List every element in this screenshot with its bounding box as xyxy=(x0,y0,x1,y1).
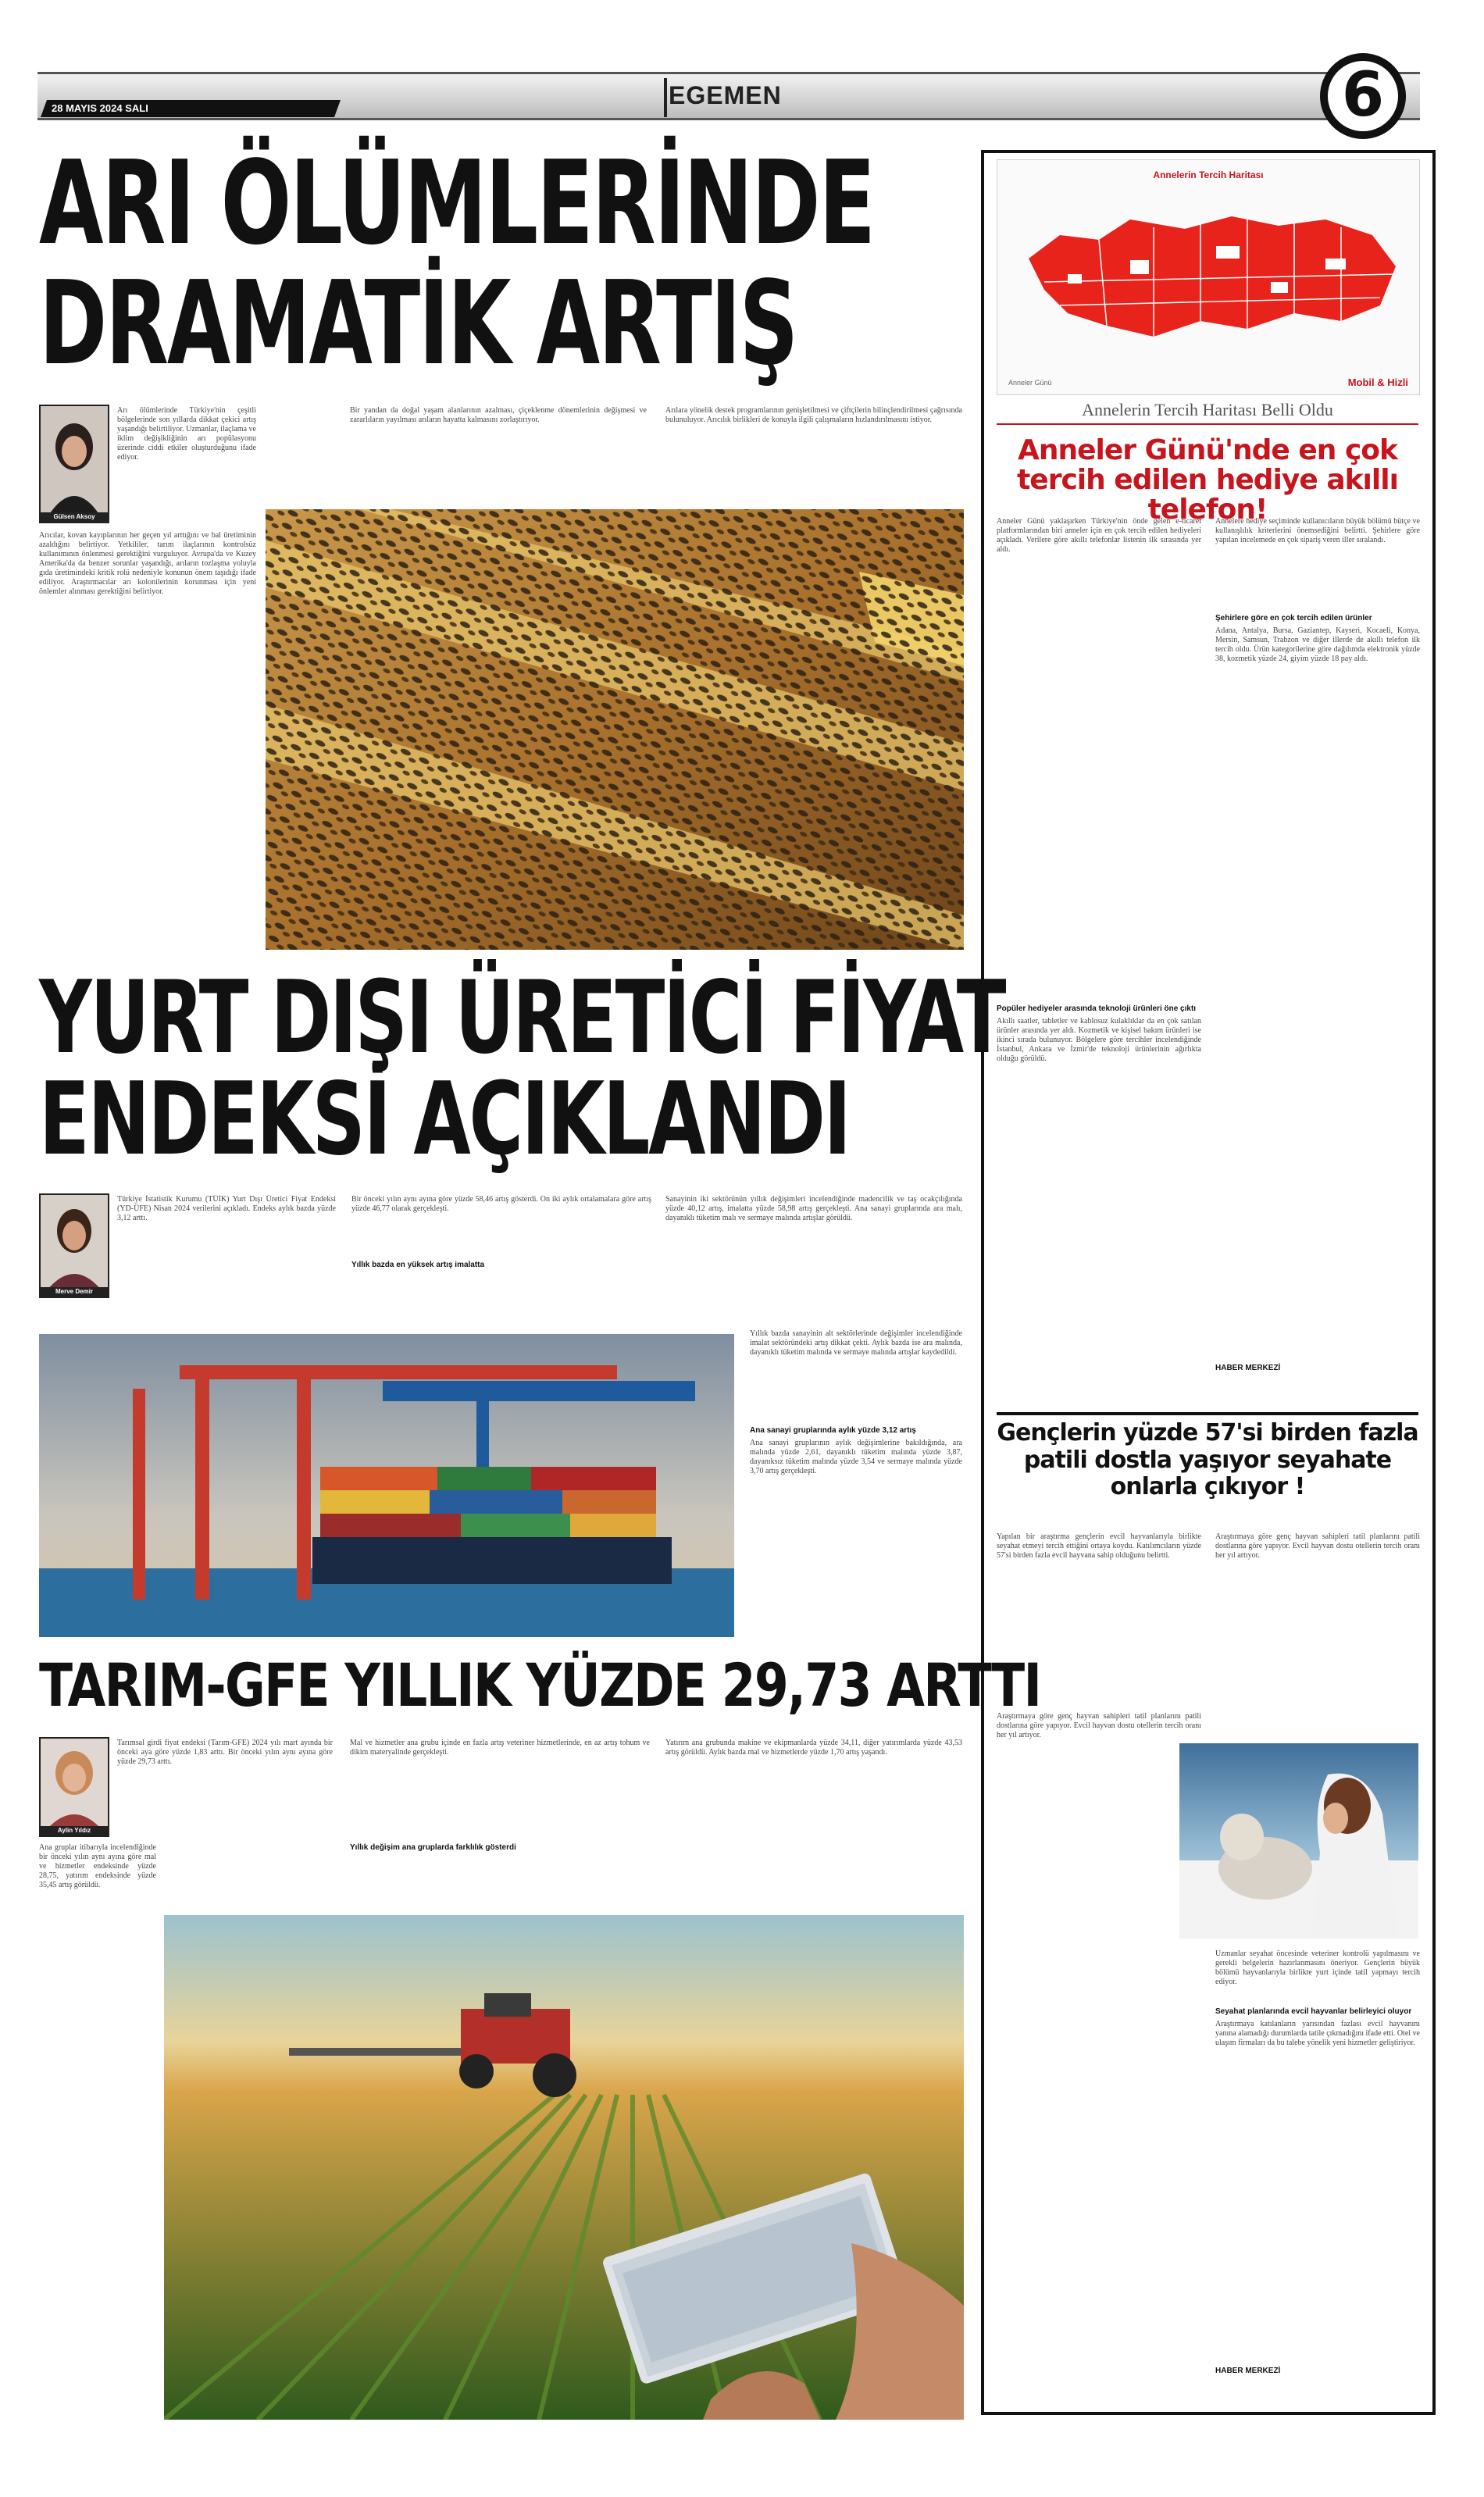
price-column-1: Türkiye İstatistik Kurumu (TÜİK) Yurt Dışı Üretici Fiyat Endeksi (YD-ÜFE) Nisan 2024 verilerini açıkladı. Endeks aylık bazda yüzde 3,12 arttı. xyxy=(117,1195,336,1222)
agri-column-1b: Ana gruplar itibarıyla incelendiğinde bir önceki yılın aynı ayına göre mal ve hizmetler endeksinde yüzde 28,75, yatırım endeksinde yüzde 35,45 artış görüldü. xyxy=(39,1843,156,1889)
price-column-3b-wrap xyxy=(750,1329,962,1642)
bees-honeycomb-photo xyxy=(266,509,964,950)
sidebar-author-sign-2: HABER MERKEZİ xyxy=(1215,2367,1281,2375)
date-text: 28 MAYIS 2024 SALI xyxy=(52,102,148,114)
agri-headline: TARIM-GFE YILLIK YÜZDE 29,73 ARTTI xyxy=(39,1650,1041,1720)
bees-headline-line2: DRAMATİK ARTIŞ xyxy=(39,256,797,391)
sidebar-subhead-3: Seyahat planlarında evcil hayvanlar belirleyici oluyor xyxy=(1215,2007,1412,2016)
sidebar-column-3-wrap xyxy=(997,1532,1201,2399)
sidebar-column-1b: Akıllı saatler, tabletler ve kablosuz kulaklıklar da en çok satılan ürünler arasında yer aldı. Kozmetik ve kişisel bakım ürünleri ise ikinci sırada bulunuyor. Bölgelere göre tercihler incelendiğinde İstanbul, Ankara ve İzmir'de teknoloji ürünlerinin ağırlıkta olduğu görüldü. xyxy=(997,1017,1201,1063)
sidebar-column-2b: Adana, Antalya, Bursa, Gaziantep, Kayseri, Kocaeli, Konya, Mersin, Samsun, Trabzon ve diğer illerde de akıllı telefon ilk tercih oldu. Ürün kategorilerine göre dağılımda elektronik yüzde 38, kozmetik yüzde 24, giyim yüzde 18 pay aldı. xyxy=(1215,626,1420,663)
bees-column-2: Bir yandan da doğal yaşam alanlarının azalması, çiçeklenme dönemlerinin değişmesi ve zararlıların yayılması arıların hayatta kalmasını zorlaştırıyor. xyxy=(350,406,647,424)
sidebar-column-3b: Araştırmaya göre genç hayvan sahipleri tatil planlarını patili dostlarına göre yapıyor. Evcil hayvan dostu otellerin tercih oranı her yıl artıyor. xyxy=(997,1712,1201,1739)
price-column-3c: Ana sanayi gruplarının aylık değişimlerine bakıldığında, ara malında yüzde 2,61, dayanıklı tüketim malında yüzde 3,87, dayanıksız tüketim malında yüzde 3,54 ve sermaye malında yüzde 3,70 artış gerçekleşti. xyxy=(750,1439,962,1475)
sidebar-column-4-wrap xyxy=(1215,1949,1420,2402)
price-subhead: Yıllık bazda en yüksek artış imalatta xyxy=(351,1261,485,1269)
map-logo: Mobil & Hizli xyxy=(1347,376,1408,388)
price-column-3b: Yıllık bazda sanayinin alt sektörlerinde değişimler incelendiğinde imalat sektöründeki artış dikkat çekti. Aylık bazda ise ara malında, dayanıklı tüketim malında ve sermaye malında artışlar kaydedildi. xyxy=(750,1329,962,1357)
agri-author-photo xyxy=(39,1737,109,1837)
price-author-name: Merve Demir xyxy=(41,1287,108,1297)
sidebar-column-2-wrap xyxy=(1215,517,1420,1407)
map-caption: Anneler Günü xyxy=(1008,379,1052,387)
page-number-badge: 6 xyxy=(1320,53,1406,139)
map-title: Annelerin Tercih Haritası xyxy=(1153,169,1264,180)
bees-column-3: Arılara yönelik destek programlarının genişletilmesi ve çiftçilerin bilinçlendirilmesi çağrısında bulunuluyor. Arıcılık birlikleri de konuyla ilgili çalışmaların hızlandırılmasını istiyor. xyxy=(665,406,962,424)
sidebar-divider xyxy=(997,1412,1418,1415)
bees-column-1: Arı ölümlerinde Türkiye'nin çeşitli bölgelerinde son yıllarda dikkat çekici artış yaşandığı belirtiliyor. Uzmanlar, ilaçlama ve iklim değişikliğinin arı popülasyonu üzerinde ciddi etkiler oluşturduğunu ifade ediyor. xyxy=(117,406,256,462)
price-subhead-2: Ana sanayi gruplarında aylık yüzde 3,12 artış xyxy=(750,1426,916,1435)
agri-column-3: Yatırım ana grubunda makine ve ekipmanlarda yüzde 34,11, diğer yatırımlarda yüzde 43,53 artış görüldü. Aylık bazda mal ve hizmetlerde yüzde 1,70 artış yaşandı. xyxy=(665,1739,962,1757)
sidebar-column-3: Yapılan bir araştırma gençlerin evcil hayvanlarıyla birlikte seyahat etmeyi tercih ettiğini ortaya koydu. Katılımcıların yüzde 57'si birden fazla evcil hayvana sahip olduğunu belirtti. xyxy=(997,1532,1201,1560)
newspaper-name: EGEMEN xyxy=(669,81,782,109)
sidebar-column-4: Uzmanlar seyahat öncesinde veteriner kontrolü yapılmasını ve gerekli belgelerin hazırlanmasını öneriyor. Gençlerin büyük bölümü hayvanlarıyla birlikte yurt içinde tatil yapmayı tercih ediyor. xyxy=(1215,1949,1420,1986)
price-column-2-wrap xyxy=(351,1195,651,1320)
author-portrait-icon xyxy=(41,1195,108,1290)
agri-author-name: Aylin Yıldız xyxy=(41,1826,108,1835)
header-divider xyxy=(664,78,667,117)
port-cranes-photo xyxy=(39,1334,734,1637)
price-column-3: Sanayinin iki sektörünün yıllık değişimleri incelendiğinde madencilik ve taş ocakçılığında yüzde 40,12 artış, imalatta yüzde 58,98 artış gerçekleşti. Ana sanayi gruplarında ara malı, dayanıklı tüketim malı ve sermaye malında artışlar görüldü. xyxy=(665,1195,962,1222)
sidebar-kicker: Annelerin Tercih Haritası Belli Oldu xyxy=(997,400,1418,425)
price-column-2: Bir önceki yılın aynı ayına göre yüzde 58,46 artış gösterdi. On iki aylık ortalamalara göre artış yüzde 46,77 olarak gerçekleşti. xyxy=(351,1195,651,1213)
bees-author-photo xyxy=(39,405,109,523)
agri-column-2: Mal ve hizmetler ana grubu içinde en fazla artış veteriner hizmetlerinde, en az artış tohum ve dikim materyalinde gerçekleşti. xyxy=(350,1739,650,1757)
price-author-photo xyxy=(39,1193,109,1298)
agri-column-1: Tarımsal girdi fiyat endeksi (Tarım-GFE) 2024 yılı mart ayında bir önceki aya göre yüzde 1,83 arttı. Bir önceki yılın aynı ayına göre yüzde 29,73 arttı. xyxy=(117,1739,333,1766)
sidebar-headline: Anneler Günü'nde en çok tercih edilen hediye akıllı telefon! xyxy=(1017,434,1398,526)
agri-subhead: Yıllık değişim ana gruplarda farklılık gösterdi xyxy=(350,1843,516,1852)
date-strip xyxy=(41,100,341,117)
sidebar-subhead-2: Şehirlere göre en çok tercih edilen ürünler xyxy=(1215,614,1372,622)
sidebar-column-3c: Araştırmaya göre genç hayvan sahipleri tatil planlarını patili dostlarına göre yapıyor. Evcil hayvan dostu otellerin tercih oranı her yıl artıyor. xyxy=(1215,1532,1420,1560)
sidebar-subhead-1: Popüler hediyeler arasında teknoloji ürünleri öne çıktı xyxy=(997,1004,1197,1013)
sidebar-column-2: Annelere hediye seçiminde kullanıcıların büyük bölümü bütçe ve kullanışlılık kriterlerini önemsediğini belirtti. Şehirlere göre yapılan incelemede en çok sipariş veren iller sıralandı. xyxy=(1215,517,1420,544)
tractor-field-money-photo xyxy=(164,1915,964,2420)
bees-column-1b: Arıcılar, kovan kayıplarının her geçen yıl arttığını ve bal üretiminin azaldığını belirtiyor. Yetkililer, tarım ilaçlarının kontrolsüz kullanımının önlenmesi gerektiğini vurguluyor. Avrupa'da ve Kuzey Amerika'da da benzer sorunlar yaşandığı, arıların tozlaşma yoluyla gıda üretimindeki kritik rolü nedeniyle konunun önem taşıdığı ifade ediliyor. Araştırmacılar arı kolonilerinin korunması için yeni önlemler alınması gerektiğini belirtiyor. xyxy=(39,531,256,596)
agri-column-2-wrap xyxy=(350,1739,650,1895)
bees-author-name: Gülsen Aksoy xyxy=(41,512,108,522)
author-portrait-icon xyxy=(41,1739,108,1829)
author-portrait-icon xyxy=(41,406,108,515)
woman-with-dog-photo xyxy=(1179,1743,1418,1939)
price-headline-line1: YURT DIŞI ÜRETİCİ FİYAT xyxy=(39,960,1005,1076)
sidebar-column-4b: Araştırmaya katılanların yarısından fazlası evcil hayvanını yanına alamadığı durumlarda tatile çıkmadığını ifade etti. Otel ve ulaşım firmaları da bu talebe yönelik yeni hizmetler geliştiriyor. xyxy=(1215,2020,1420,2047)
price-headline-line2: ENDEKSİ AÇIKLANDI xyxy=(39,1061,850,1178)
bees-headline-line1: ARI ÖLÜMLERİNDE xyxy=(39,136,874,270)
turkey-map-icon xyxy=(1013,188,1404,360)
sidebar-column-1: Anneler Günü yaklaşırken Türkiye'nin önde gelen e-ticaret platformlarından biri anneler için en çok tercih edilen hediyeleri açıkladı. Verilere göre akıllı telefonlar listenin ilk sırasında yer aldı. xyxy=(997,517,1201,554)
sidebar-headline-2: Gençlerin yüzde 57'si birden fazla patili dostla yaşıyor seyahate onlarla çıkıyor ! xyxy=(997,1419,1418,1500)
sidebar-author-sign: HABER MERKEZİ xyxy=(1215,1364,1281,1372)
turkey-map-infographic xyxy=(997,159,1420,395)
sidebar-column-1-wrap xyxy=(997,517,1201,1407)
